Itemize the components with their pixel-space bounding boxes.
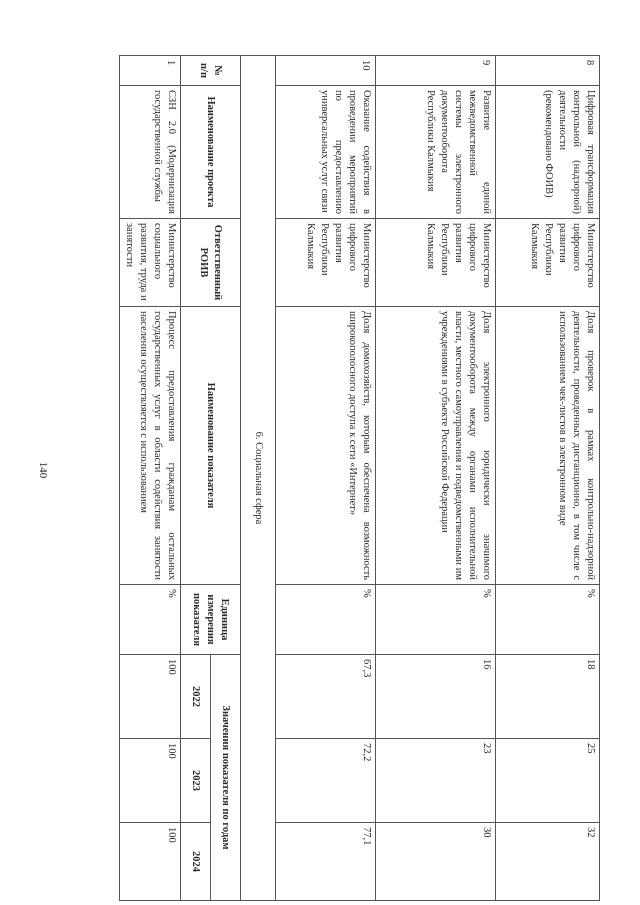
header-row	[211, 56, 241, 901]
project-name: Развитие единой межведомственной системы электронного документооборота Республики Калмыкия	[376, 86, 496, 219]
table-row	[496, 56, 600, 901]
header-year-2022: 2022	[181, 655, 211, 739]
unit: %	[376, 585, 496, 655]
project-name: Оказание содействия в проведении мероприятий по предоставлению универсальных услуг связи	[276, 86, 376, 219]
value-2023: 25	[496, 739, 600, 823]
responsible-roiv: Министерство цифрового развития Республики Калмыкия	[376, 219, 496, 307]
unit: %	[120, 585, 181, 655]
table-row	[120, 56, 181, 901]
value-2022: 16	[376, 655, 496, 739]
row-number: 1	[120, 56, 181, 86]
unit: %	[496, 585, 600, 655]
project-name: Цифровая трансформация контрольной (надзорной) деятельности (рекомендовано ФОИВ)	[496, 86, 600, 219]
value-2024: 30	[376, 823, 496, 901]
indicator-name: Доля домохозяйств, которым обеспечена возможность широкополосного доступа к сети «Интернет»	[276, 307, 376, 585]
project-name: СЗН 2.0 (Модернизация государственной службы	[120, 86, 181, 219]
header-unit: Единица измерения показателя	[181, 585, 241, 655]
value-2023: 23	[376, 739, 496, 823]
value-2024: 100	[120, 823, 181, 901]
value-2022: 18	[496, 655, 600, 739]
rotated-table-sheet	[55, 55, 600, 900]
responsible-roiv: Министерство цифрового развития Республики Калмыкия	[276, 219, 376, 307]
value-2023: 100	[120, 739, 181, 823]
header-values-by-year: Значения показателя по годам	[211, 655, 241, 901]
value-2022: 67,3	[276, 655, 376, 739]
header-indicator: Наименование показателя	[181, 307, 241, 585]
row-number: 9	[376, 56, 496, 86]
indicators-table	[119, 55, 600, 901]
indicator-name: Доля проверок в рамках контрольно-надзорной деятельности, проведенных дистанционно, в том числе с использованием чек-листов в электронном виде	[496, 307, 600, 585]
responsible-roiv: Министерство социального развития, труда и занятости	[120, 219, 181, 307]
table-row	[376, 56, 496, 901]
header-number: № п/п	[181, 56, 241, 86]
table-row	[276, 56, 376, 901]
header-project: Наименование проекта	[181, 86, 241, 219]
row-number: 10	[276, 56, 376, 86]
value-2022: 100	[120, 655, 181, 739]
header-year-2024: 2024	[181, 823, 211, 901]
section-row	[241, 56, 276, 901]
row-number: 8	[496, 56, 600, 86]
indicator-name: Процесс предоставления гражданам остальных государственных услуг в области содействия занятости населения осуществляется с использованием	[120, 307, 181, 585]
responsible-roiv: Министерство цифрового развития Республики Калмыкия	[496, 219, 600, 307]
value-2024: 77,1	[276, 823, 376, 901]
indicator-name: Доля электронного юридически значимого документооборота между органами исполнительной власти, местного самоуправления и подведомственными им учреждениями в субъекте Российской Федерации	[376, 307, 496, 585]
value-2023: 72,2	[276, 739, 376, 823]
header-year-2023: 2023	[181, 739, 211, 823]
header-roiv: Ответственный РОИВ	[181, 219, 241, 307]
section-title: 6. Социальная сфера	[241, 56, 276, 901]
value-2024: 32	[496, 823, 600, 901]
unit: %	[276, 585, 376, 655]
page-number: 140	[37, 461, 49, 479]
